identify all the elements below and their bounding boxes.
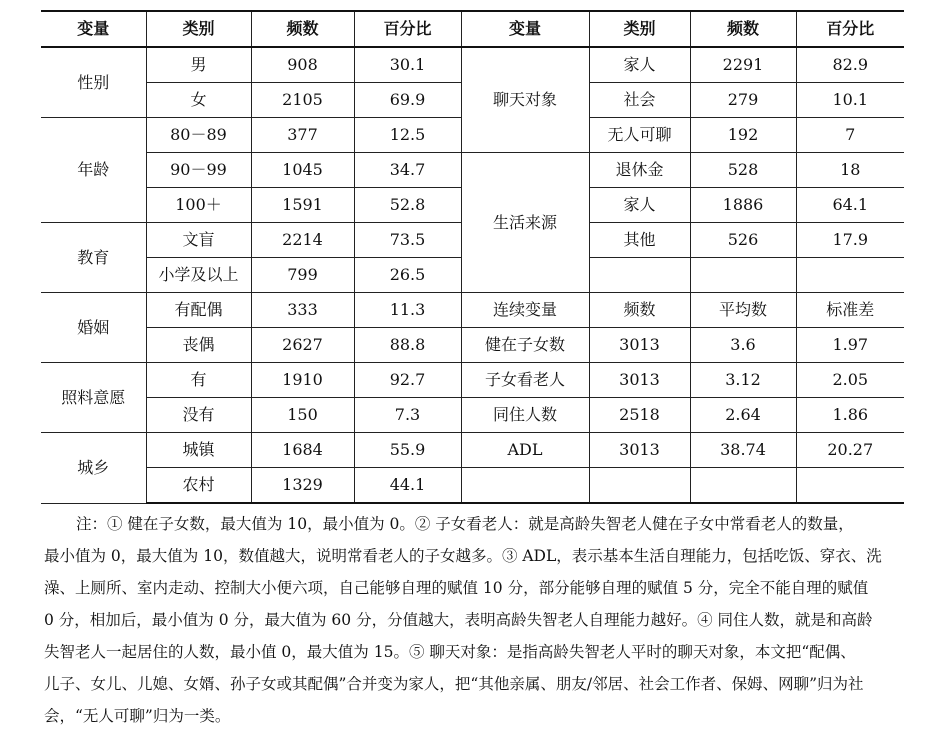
cell-empty [461,468,589,504]
cell-frequency: 1684 [251,433,354,468]
header-variable-right: 变量 [461,11,589,47]
cell-frequency: 279 [690,83,796,118]
continuous-mean: 2.64 [690,398,796,433]
variable-education: 教育 [41,223,146,293]
cell-frequency: 2291 [690,47,796,83]
continuous-sd: 1.97 [796,328,904,363]
note-line: 0 分，相加后，最小值为 0 分，最大值为 60 分，分值越大，表明高龄失智老人自理能力越好。④ 同住人数，就是和高龄 [44,611,873,629]
header-frequency-right: 频数 [690,11,796,47]
cell-percent: 18 [796,153,904,188]
cell-category: 无人可聊 [589,118,690,153]
cell-percent: 17.9 [796,223,904,258]
table-row [41,47,904,83]
variable-gender: 性别 [41,47,146,118]
cell-frequency: 1886 [690,188,796,223]
cell-category: 家人 [589,47,690,83]
continuous-sd: 2.05 [796,363,904,398]
continuous-frequency: 2518 [589,398,690,433]
note-line: 失智老人一起居住的人数，最小值 0，最大值为 15。⑤ 聊天对象：是指高龄失智老人平时的聊天对象，本文把“配偶、 [44,643,856,661]
cell-frequency: 1910 [251,363,354,398]
cell-frequency: 1329 [251,468,354,504]
note-line: 会，“无人可聊”归为一类。 [44,707,231,725]
table-row [41,293,904,328]
cell-category: 有 [146,363,251,398]
cell-frequency: 377 [251,118,354,153]
cell-category: 城镇 [146,433,251,468]
cell-percent: 34.7 [354,153,461,188]
cell-empty [796,468,904,504]
cell-frequency: 2627 [251,328,354,363]
continuous-mean: 3.12 [690,363,796,398]
header-variable-left: 变量 [41,11,146,47]
cell-percent: 69.9 [354,83,461,118]
cell-percent: 64.1 [796,188,904,223]
cell-percent: 12.5 [354,118,461,153]
cell-empty [690,468,796,504]
table-row [41,398,904,433]
note-line: 最小值为 0，最大值为 10，数值越大，说明常看老人的子女越多。③ ADL，表示基本生活自理能力，包括吃饭、穿衣、洗 [44,547,882,565]
variable-urban: 城乡 [41,433,146,504]
cell-frequency: 528 [690,153,796,188]
continuous-variable: 同住人数 [461,398,589,433]
table-row [41,468,904,504]
cell-category: 退休金 [589,153,690,188]
cell-category: 90－99 [146,153,251,188]
cell-percent: 55.9 [354,433,461,468]
cell-category: 没有 [146,398,251,433]
continuous-variable: 子女看老人 [461,363,589,398]
table-note [44,508,904,732]
cell-percent: 73.5 [354,223,461,258]
continuous-header-sd: 标准差 [796,293,904,328]
cell-empty [589,468,690,504]
cell-category: 家人 [589,188,690,223]
continuous-header-mean: 平均数 [690,293,796,328]
variable-care: 照料意愿 [41,363,146,433]
note-line: 澡、上厕所、室内走动、控制大小便六项，自己能够自理的赋值 10 分，部分能够自理的赋值 5 分，完全不能自理的赋值 [44,579,869,597]
cell-percent: 7.3 [354,398,461,433]
header-percent-right: 百分比 [796,11,904,47]
variable-age: 年龄 [41,118,146,223]
continuous-variable: 健在子女数 [461,328,589,363]
table-row [41,363,904,398]
variable-chat: 聊天对象 [461,47,589,153]
cell-frequency: 526 [690,223,796,258]
cell-category: 其他 [589,223,690,258]
cell-percent: 30.1 [354,47,461,83]
cell-percent: 7 [796,118,904,153]
continuous-mean: 3.6 [690,328,796,363]
cell-percent: 10.1 [796,83,904,118]
cell-frequency: 2214 [251,223,354,258]
cell-empty [690,258,796,293]
cell-category: 社会 [589,83,690,118]
cell-empty [589,258,690,293]
continuous-frequency: 3013 [589,328,690,363]
continuous-header-variable: 连续变量 [461,293,589,328]
table-row [41,153,904,188]
cell-percent: 26.5 [354,258,461,293]
cell-category: 农村 [146,468,251,504]
cell-percent: 52.8 [354,188,461,223]
note-line: 注：① 健在子女数，最大值为 10，最小值为 0。② 子女看老人：就是高龄失智老人健在子女中常看老人的数量， [76,515,854,533]
table-row [41,433,904,468]
cell-frequency: 333 [251,293,354,328]
table-header-row [41,11,904,47]
header-frequency-left: 频数 [251,11,354,47]
cell-category: 小学及以上 [146,258,251,293]
cell-frequency: 192 [690,118,796,153]
cell-category: 女 [146,83,251,118]
continuous-frequency: 3013 [589,363,690,398]
cell-frequency: 150 [251,398,354,433]
cell-category: 男 [146,47,251,83]
cell-percent: 11.3 [354,293,461,328]
header-category-right: 类别 [589,11,690,47]
statistics-table [41,10,904,504]
cell-percent: 44.1 [354,468,461,504]
continuous-frequency: 3013 [589,433,690,468]
variable-income: 生活来源 [461,153,589,293]
cell-category: 80－89 [146,118,251,153]
cell-empty [796,258,904,293]
cell-frequency: 2105 [251,83,354,118]
cell-percent: 88.8 [354,328,461,363]
note-line: 儿子、女儿、儿媳、女婿、孙子女或其配偶”合并变为家人，把“其他亲属、朋友/邻居、社会工作者、保姆、网聊”归为社 [44,675,864,693]
continuous-sd: 1.86 [796,398,904,433]
cell-percent: 82.9 [796,47,904,83]
cell-category: 有配偶 [146,293,251,328]
table-row [41,328,904,363]
cell-frequency: 1591 [251,188,354,223]
continuous-variable: ADL [461,433,589,468]
continuous-header-frequency: 频数 [589,293,690,328]
cell-category: 丧偶 [146,328,251,363]
cell-category: 文盲 [146,223,251,258]
cell-frequency: 908 [251,47,354,83]
cell-category: 100＋ [146,188,251,223]
cell-percent: 92.7 [354,363,461,398]
variable-marriage: 婚姻 [41,293,146,363]
header-percent-left: 百分比 [354,11,461,47]
continuous-mean: 38.74 [690,433,796,468]
continuous-sd: 20.27 [796,433,904,468]
cell-frequency: 1045 [251,153,354,188]
header-category-left: 类别 [146,11,251,47]
cell-frequency: 799 [251,258,354,293]
